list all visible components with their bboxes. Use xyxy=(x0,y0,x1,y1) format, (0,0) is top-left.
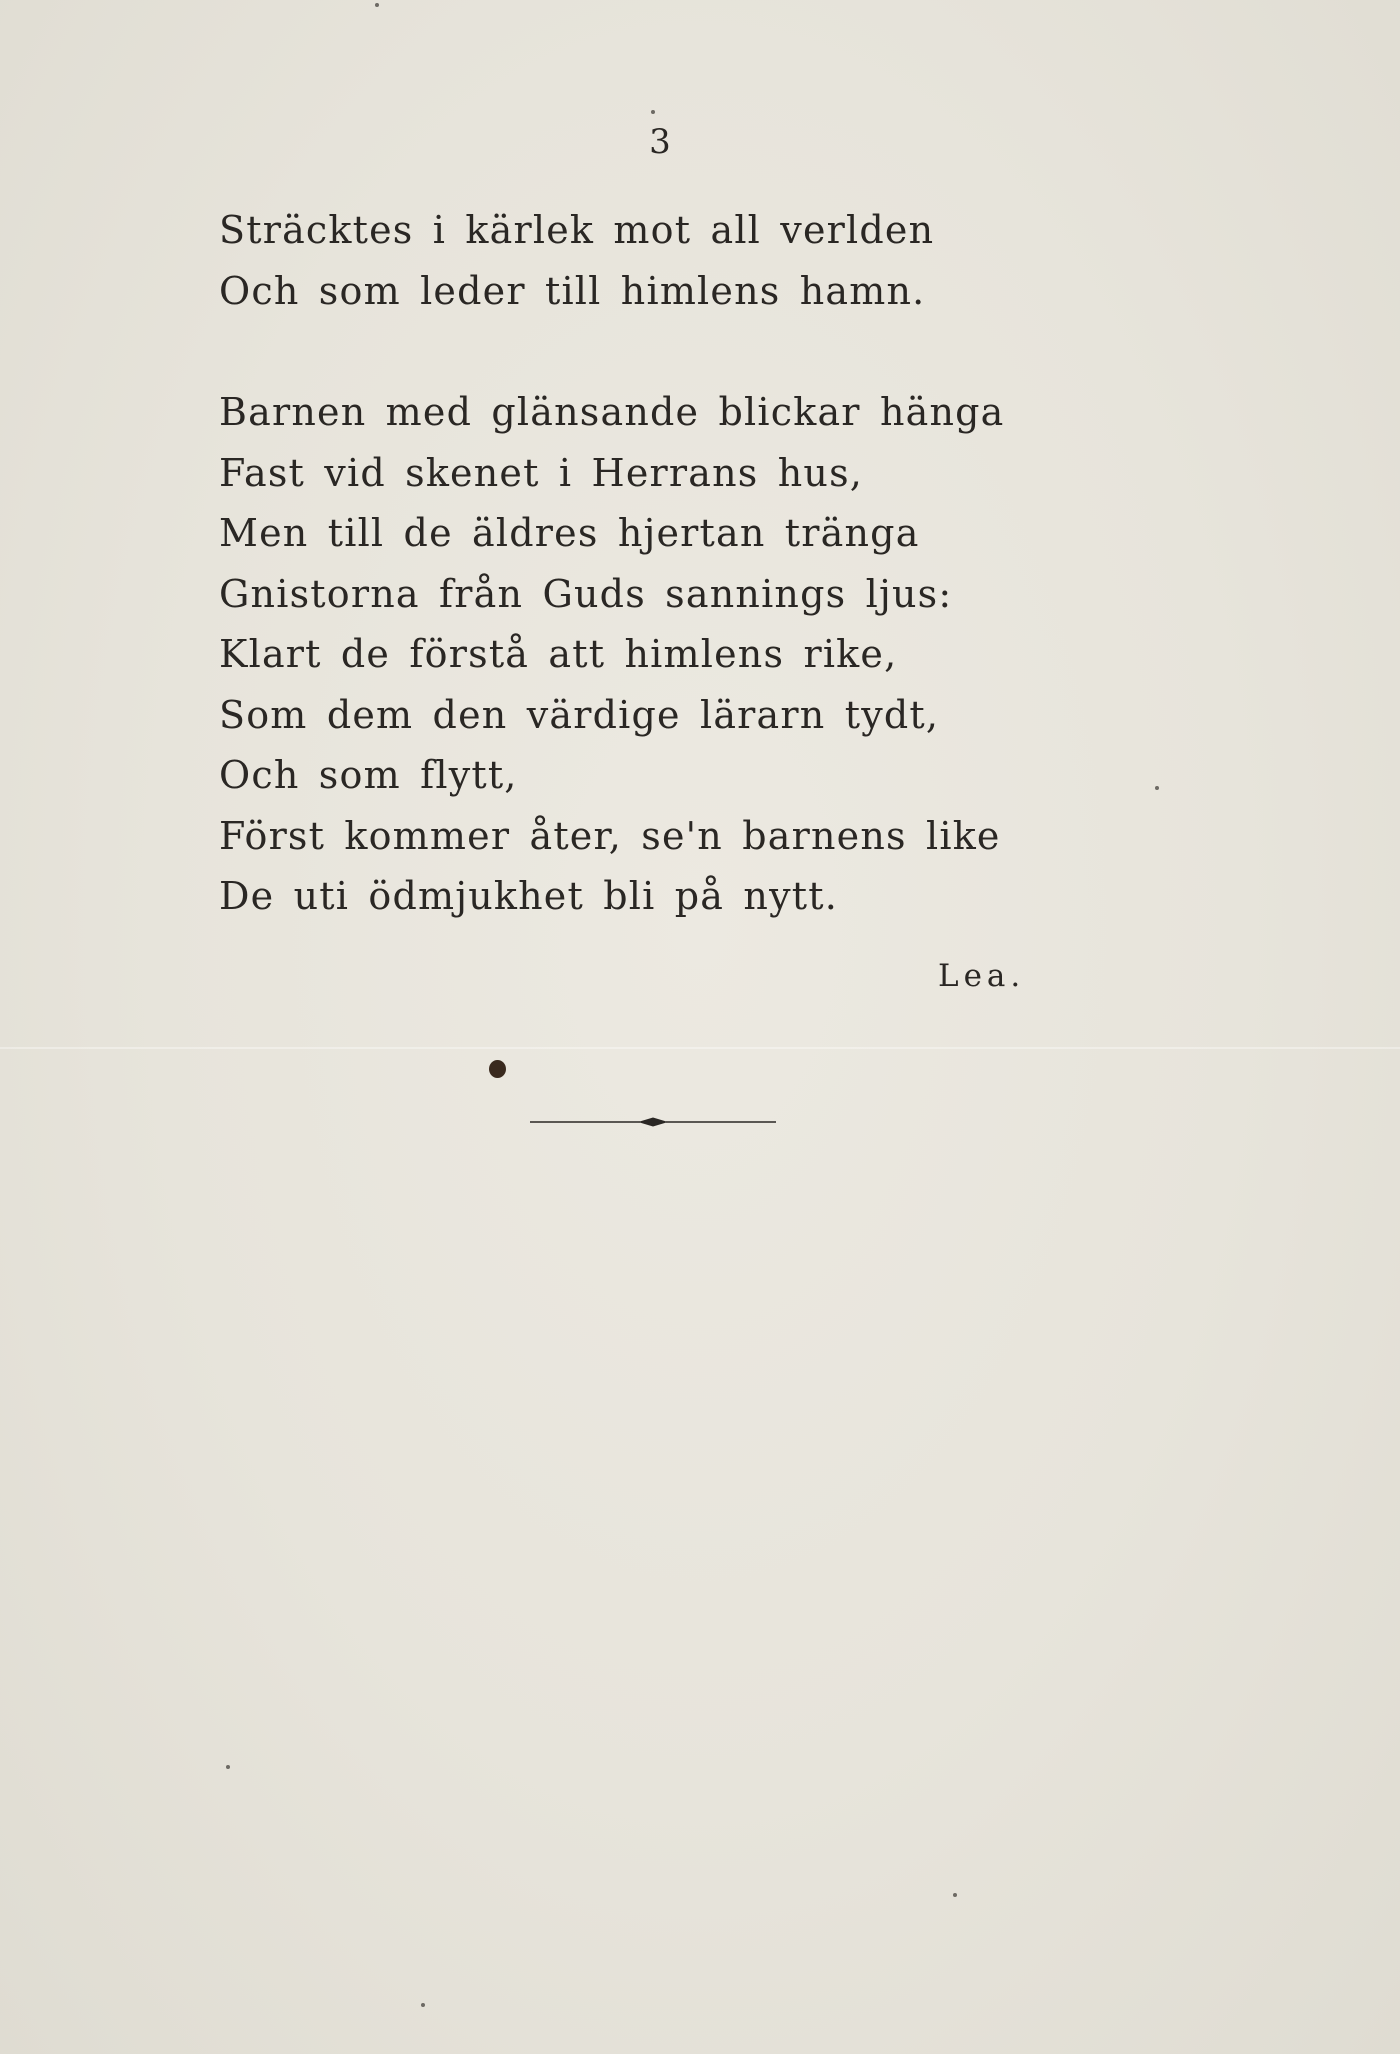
paper-speck xyxy=(375,3,379,7)
stanza-2 xyxy=(219,382,1039,927)
poem-line: Och som flytt, xyxy=(219,753,518,797)
poem-line: Gnistorna från Guds sannings ljus: xyxy=(219,571,953,616)
poem-line: De uti ödmjukhet bli på nytt. xyxy=(219,874,838,918)
paper-speck xyxy=(1155,786,1159,790)
poem-line: Barnen med glänsande blickar hänga xyxy=(219,390,1005,434)
author-signature: Lea. xyxy=(938,958,1026,994)
ink-spot xyxy=(489,1060,506,1078)
paper-speck xyxy=(953,1893,957,1897)
poem-line: Fast vid skenet i Herrans hus, xyxy=(219,450,864,495)
paper-speck xyxy=(421,2003,425,2007)
stanza-1 xyxy=(219,200,1039,321)
poem-line: Sträcktes i kärlek mot all verlden xyxy=(219,208,935,252)
paper-speck xyxy=(226,1765,230,1769)
poem-line: Och som leder till himlens hamn. xyxy=(219,268,926,313)
fold-line xyxy=(0,1047,1400,1049)
poem-line: Som dem den värdige lärarn tydt, xyxy=(219,692,940,737)
paper-speck xyxy=(651,110,655,114)
poem-line: Klart de förstå att himlens rike, xyxy=(219,632,898,676)
divider-ornament-icon xyxy=(530,1112,776,1132)
poem-line: Först kommer åter, se'n barnens like xyxy=(219,813,1001,858)
poem-line: Men till de äldres hjertan tränga xyxy=(219,511,920,555)
page-number: 3 xyxy=(649,122,671,162)
